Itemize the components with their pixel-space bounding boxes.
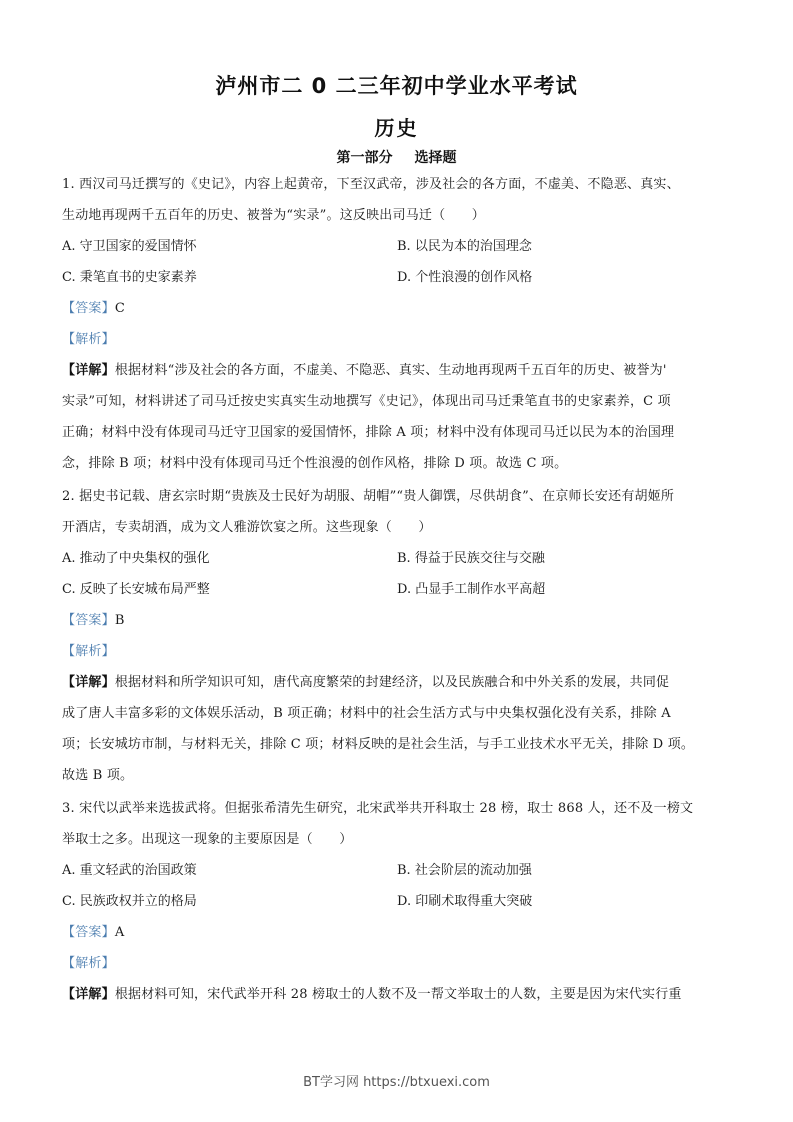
detail-line: [62, 986, 732, 1004]
question-stem-line: 3. 宋代以武举来选拔武将。但据张希清先生研究，北宋武举共开科取士 28 榜，取士 868 人，还不及一榜文: [62, 801, 694, 816]
option-a: A. 重文轻武的治国政策: [62, 863, 197, 878]
answer-row: [62, 300, 732, 318]
question-stem-line: 开酒店，专卖胡酒，成为文人雅游饮宴之所。这些现象（ ）: [62, 520, 432, 535]
answer-label: 【答案】: [62, 301, 115, 316]
analysis-label: 【解析】: [62, 644, 115, 659]
section-heading: [0, 147, 793, 167]
option-b: B. 得益于民族交往与交融: [397, 551, 545, 566]
answer-row: [62, 612, 732, 630]
question-stem-line: 生动地再现两千五百年的历史、被誉为“实录”。这反映出司马迁（ ）: [62, 208, 485, 223]
question-stem-line: 1. 西汉司马迁撰写的《史记》，内容上起黄帝，下至汉武帝，涉及社会的各方面，不虚美、不隐恶、真实、: [62, 177, 680, 192]
analysis-label: 【解析】: [62, 332, 115, 347]
footer-watermark: BT学习网 https://btxuexi.com: [303, 1075, 490, 1090]
answer-label: 【答案】: [62, 613, 115, 628]
option-a: A. 守卫国家的爱国情怀: [62, 239, 197, 254]
detail-line: 项；长安城坊市制，与材料无关，排除 C 项；材料反映的是社会生活，与手工业技术水平无关，排除 D 项。: [62, 737, 695, 752]
detail-label: 【详解】: [62, 363, 115, 378]
detail-line: 故选 B 项。: [62, 768, 134, 783]
detail-label: 【详解】: [62, 987, 115, 1002]
detail-label: 【详解】: [62, 675, 115, 690]
detail-text: 根据材料可知，宋代武举开科 28 榜取士的人数不及一帮文举取士的人数，主要是因为宋代实行重: [114, 987, 682, 1002]
answer-label: 【答案】: [62, 925, 115, 940]
option-a: A. 推动了中央集权的强化: [62, 551, 210, 566]
answer-value: C: [114, 301, 125, 316]
detail-line: 实录”可知，材料讲述了司马迁按史实真实生动地撰写《史记》，体现出司马迁秉笔直书的史家素养，C 项: [62, 394, 671, 409]
analysis-row: [62, 643, 732, 661]
question-stem-line: 2. 据史书记载、唐玄宗时期“贵族及士民好为胡服、胡帽”“贵人御馔，尽供胡食”、在京师长安还有胡姬所: [62, 489, 675, 504]
detail-line: [62, 674, 732, 692]
detail-line: 念，排除 B 项；材料中没有体现司马迁个性浪漫的创作风格，排除 D 项。故选 C 项。: [62, 456, 568, 471]
answer-value: A: [114, 925, 125, 940]
detail-line: 正确；材料中没有体现司马迁守卫国家的爱国情怀，排除 A 项；材料中没有体现司马迁以民为本的治国理: [62, 425, 675, 440]
option-b: B. 以民为本的治国理念: [397, 239, 532, 254]
detail-text: 根据材料和所学知识可知，唐代高度繁荣的封建经济，以及民族融合和中外关系的发展，共同促: [114, 675, 670, 690]
exam-title: 泸州市二 0 二三年初中学业水平考试: [215, 74, 578, 98]
analysis-row: [62, 331, 732, 349]
option-c: C. 秉笔直书的史家素养: [62, 270, 197, 285]
option-b: B. 社会阶层的流动加强: [397, 863, 532, 878]
option-c: C. 反映了长安城布局严整: [62, 582, 210, 597]
detail-text: 根据材料“涉及社会的各方面，不虚美、不隐恶、真实、生动地再现两千五百年的历史、被誉为': [114, 363, 667, 378]
option-d: D. 印刷术取得重大突破: [397, 894, 533, 909]
analysis-label: 【解析】: [62, 956, 115, 971]
detail-line: [62, 362, 732, 380]
answer-row: [62, 924, 732, 942]
analysis-row: [62, 955, 732, 973]
option-d: D. 凸显手工制作水平高超: [397, 582, 546, 597]
subject-title: 历史: [374, 116, 419, 140]
answer-value: B: [114, 613, 125, 628]
section-label: 选择题: [414, 150, 457, 166]
question-stem-line: 举取士之多。出现这一现象的主要原因是（ ）: [62, 832, 353, 847]
option-d: D. 个性浪漫的创作风格: [397, 270, 533, 285]
part-label: 第一部分: [336, 150, 393, 166]
detail-line: 成了唐人丰富多彩的文体娱乐活动，B 项正确；材料中的社会生活方式与中央集权强化没有关系，排除 A: [62, 706, 671, 721]
option-c: C. 民族政权并立的格局: [62, 894, 197, 909]
